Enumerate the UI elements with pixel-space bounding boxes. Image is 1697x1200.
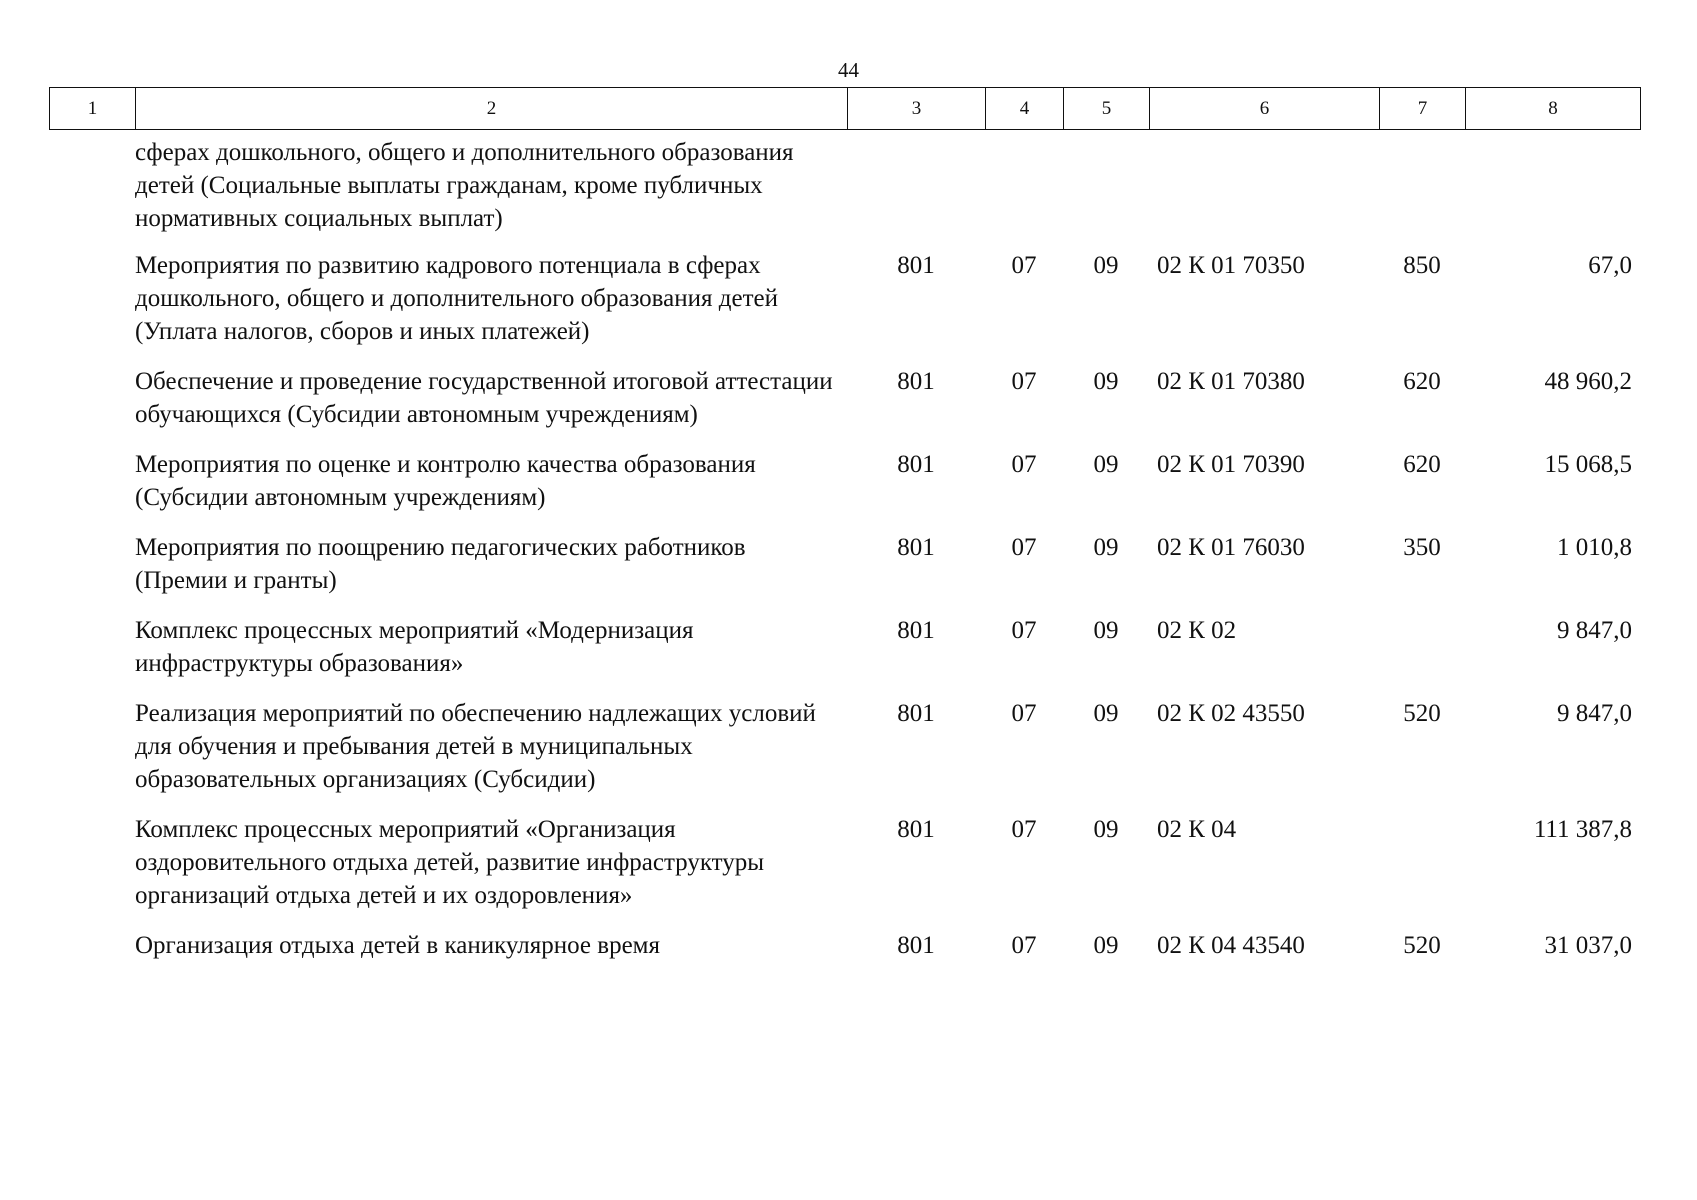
row-ministry: 801: [897, 252, 935, 279]
row-amount: 1 010,8: [1557, 534, 1632, 561]
row-section: 07: [1011, 368, 1037, 395]
continuation-row: [49, 136, 1640, 235]
row-target: 02 К 01 70380: [1157, 368, 1305, 395]
table-row: [49, 614, 1640, 680]
row-target: 02 К 02: [1157, 617, 1237, 644]
row-amount: 111 387,8: [1533, 816, 1632, 843]
row-target: 02 К 01 70350: [1157, 252, 1305, 279]
row-subsection: 09: [1093, 700, 1119, 727]
row-section: 07: [1011, 252, 1037, 279]
row-subsection: 09: [1093, 534, 1119, 561]
row-ministry: 801: [897, 932, 935, 959]
row-expense-type: [1379, 614, 1465, 680]
row-subsection: 09: [1093, 617, 1119, 644]
row-section: 07: [1011, 534, 1037, 561]
row-subsection: 09: [1093, 451, 1119, 478]
row-ministry: 801: [897, 700, 935, 727]
table-row: [49, 813, 1640, 912]
row-subsection: 09: [1093, 932, 1119, 959]
row-section: 07: [1011, 700, 1037, 727]
column-number-header: [49, 87, 1641, 130]
row-name: Реализация мероприятий по обеспечению надлежащих условий для обучения и пребывания детей в муниципальных образовательных организациях (Субсидии): [135, 700, 816, 793]
table-row: [49, 531, 1640, 597]
row-subsection: 09: [1093, 252, 1119, 279]
header-col-2: 2: [136, 88, 848, 130]
row-section: 07: [1011, 617, 1037, 644]
row-name: Организация отдыха детей в каникулярное время: [135, 932, 660, 959]
row-ministry: 801: [897, 368, 935, 395]
header-col-4: 4: [986, 88, 1064, 130]
header-col-3: 3: [848, 88, 986, 130]
row-target: 02 К 01 70390: [1157, 451, 1305, 478]
row-name: Мероприятия по поощрению педагогических работников (Премии и гранты): [135, 534, 746, 594]
header-col-5: 5: [1064, 88, 1150, 130]
row-name: Комплекс процессных мероприятий «Организация оздоровительного отдыха детей, развитие инфраструктуры организаций отдыха детей и их оздоровления»: [135, 816, 765, 909]
row-expense-type: 520: [1403, 700, 1441, 727]
header-col-1: 1: [50, 88, 136, 130]
row-amount: 9 847,0: [1557, 617, 1632, 644]
row-amount: 67,0: [1588, 252, 1632, 279]
row-ministry: 801: [897, 534, 935, 561]
row-section: 07: [1011, 816, 1037, 843]
row-amount: 31 037,0: [1544, 932, 1632, 959]
budget-table-body: [49, 136, 1640, 979]
table-row: [49, 249, 1640, 348]
row-ministry: 801: [897, 451, 935, 478]
row-amount: 15 068,5: [1544, 451, 1632, 478]
row-target: 02 К 02 43550: [1157, 700, 1305, 727]
row-amount: 48 960,2: [1544, 368, 1632, 395]
row-name: Мероприятия по оценке и контролю качества образования (Субсидии автономным учреждениям): [135, 451, 756, 511]
row-expense-type: [1379, 813, 1465, 912]
row-amount: 9 847,0: [1557, 700, 1632, 727]
row-subsection: 09: [1093, 368, 1119, 395]
row-section: 07: [1011, 932, 1037, 959]
row-target: 02 К 04: [1157, 816, 1237, 843]
header-col-8: 8: [1466, 88, 1641, 130]
continuation-text: сферах дошкольного, общего и дополнительного образования детей (Социальные выплаты гражданам, кроме публичных нормативных социальных выплат): [135, 139, 794, 232]
row-ministry: 801: [897, 816, 935, 843]
row-expense-type: 850: [1403, 252, 1441, 279]
row-expense-type: 620: [1403, 451, 1441, 478]
row-section: 07: [1011, 451, 1037, 478]
row-expense-type: 520: [1403, 932, 1441, 959]
row-expense-type: 350: [1403, 534, 1441, 561]
row-expense-type: 620: [1403, 368, 1441, 395]
table-row: [49, 448, 1640, 514]
row-target: 02 К 01 76030: [1157, 534, 1305, 561]
page-number: 44: [838, 58, 859, 82]
row-ministry: 801: [897, 617, 935, 644]
header-col-6: 6: [1150, 88, 1380, 130]
table-row: [49, 697, 1640, 796]
row-target: 02 К 04 43540: [1157, 932, 1305, 959]
row-name: Мероприятия по развитию кадрового потенциала в сферах дошкольного, общего и дополнительного образования детей (Уплата налогов, сборов и иных платежей): [135, 252, 778, 345]
row-name: Комплекс процессных мероприятий «Модернизация инфраструктуры образования»: [135, 617, 694, 677]
header-col-7: 7: [1380, 88, 1466, 130]
row-name: Обеспечение и проведение государственной итоговой аттестации обучающихся (Субсидии автономным учреждениям): [135, 368, 833, 428]
table-row: [49, 929, 1640, 962]
table-row: [49, 365, 1640, 431]
row-subsection: 09: [1093, 816, 1119, 843]
